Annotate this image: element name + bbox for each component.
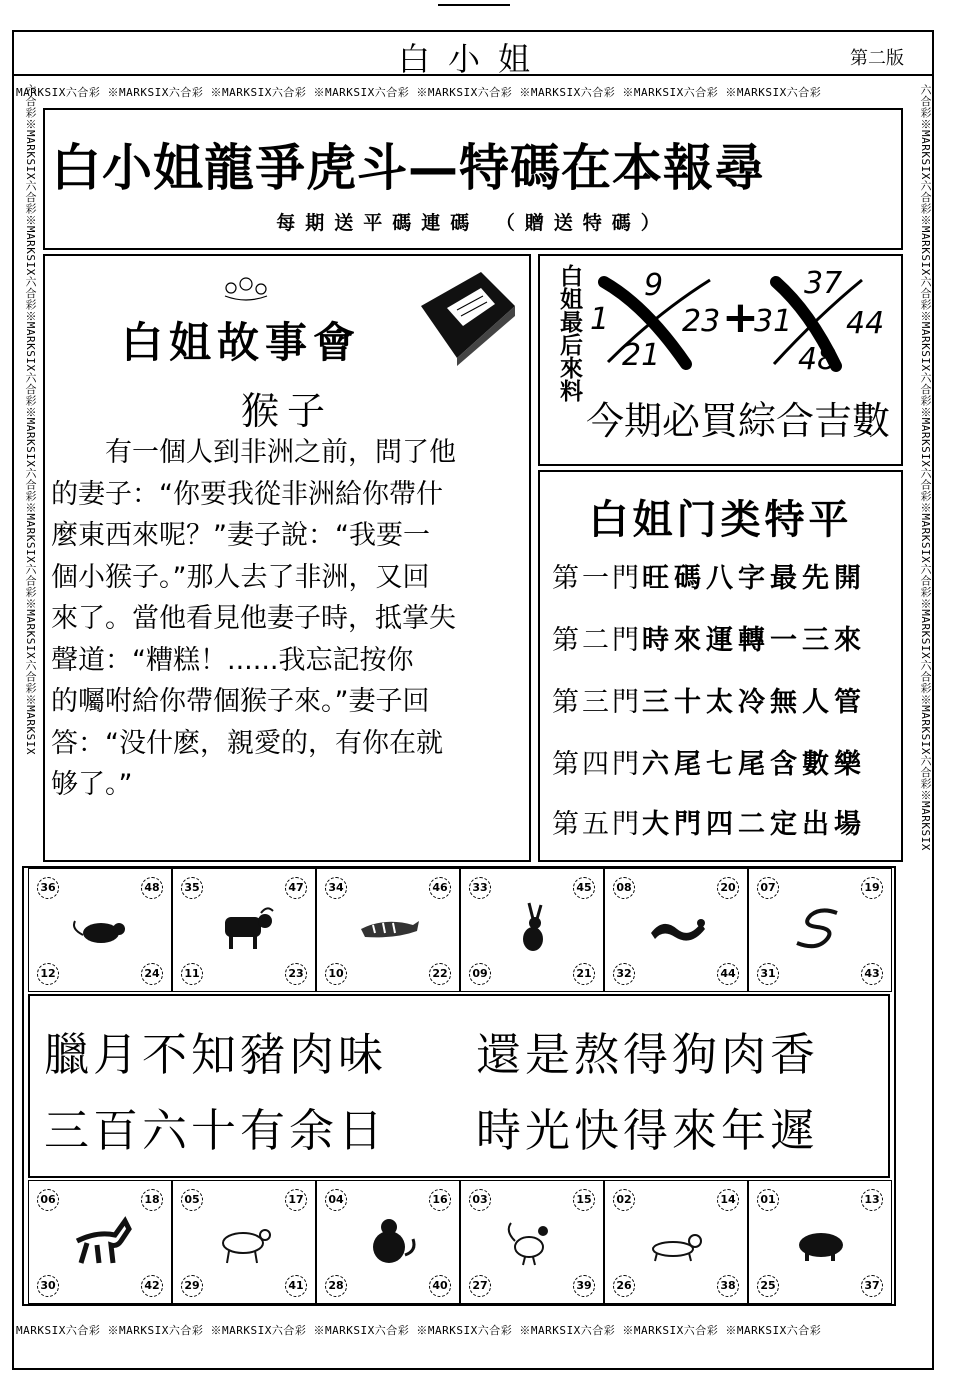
headline-main: 白小姐龍爭虎斗—特碼在本報尋 — [51, 139, 765, 197]
door-label: 第一門 — [552, 563, 642, 594]
story-line: 够了。” — [51, 769, 133, 800]
zodiac-number: 45 — [573, 877, 595, 899]
border-strip-top: MARKSIX六合彩 ※MARKSIX六合彩 ※MARKSIX六合彩 ※MARKSIX六合彩 ※MARKSIX六合彩 ※MARKSIX六合彩 ※MARKSIX六合彩 ※MARKSIX六合彩 — [16, 86, 822, 99]
zodiac-cell — [28, 1180, 172, 1304]
ox-icon — [211, 899, 279, 957]
door-row — [552, 680, 866, 719]
zodiac-number: 37 — [861, 1275, 883, 1297]
story-box — [43, 254, 531, 862]
door-label: 第五門 — [552, 809, 642, 840]
zodiac-number: 39 — [573, 1275, 595, 1297]
zodiac-number: 18 — [141, 1189, 163, 1211]
zodiac-number: 30 — [37, 1275, 59, 1297]
tiger-icon — [355, 899, 423, 957]
story-line: 答：“没什麽，親愛的，有你在就 — [51, 727, 443, 759]
zodiac-number: 04 — [325, 1189, 347, 1211]
zodiac-cell — [460, 868, 604, 992]
latest-num: 23 — [682, 304, 721, 339]
door-row — [552, 802, 866, 841]
zodiac-number: 24 — [141, 963, 163, 985]
poem-box — [28, 994, 890, 1178]
zodiac-cell — [28, 868, 172, 992]
snake-icon — [787, 899, 855, 957]
horse-icon — [67, 1211, 135, 1269]
zodiac-cell — [316, 1180, 460, 1304]
headline-sub: 每期送平碼連碼 （贈送特碼） — [276, 212, 670, 234]
zodiac-number: 44 — [717, 963, 739, 985]
doors-box — [538, 470, 903, 862]
rabbit-icon — [499, 899, 567, 957]
zodiac-number: 23 — [285, 963, 307, 985]
zodiac-number: 27 — [469, 1275, 491, 1297]
story-section-title: 白姐故事會 — [121, 318, 362, 367]
zodiac-number: 07 — [757, 877, 779, 899]
masthead-title: 白小姐 — [397, 40, 548, 78]
zodiac-cell — [604, 868, 748, 992]
zodiac-number: 25 — [757, 1275, 779, 1297]
border-strip-right: 六合彩※MARKSIX六合彩※MARKSIX六合彩※MARKSIX六合彩※MARKSIX六合彩※MARKSIX六合彩※MARKSIX六合彩※MARKSIX六合彩※MARKSIX — [919, 84, 932, 851]
zodiac-number: 42 — [141, 1275, 163, 1297]
headline-box — [43, 108, 903, 250]
latest-slogan: 今期必買綜合吉數 — [586, 399, 891, 443]
edition-label: 第二版 — [850, 48, 904, 69]
story-line: 聲道：“糟糕！......我忘記按你 — [51, 644, 414, 676]
zodiac-number: 35 — [181, 877, 203, 899]
zodiac-cell — [172, 868, 316, 992]
zodiac-number: 14 — [717, 1189, 739, 1211]
rat-icon — [67, 899, 135, 957]
door-row — [552, 618, 866, 657]
doors-title: 白姐门类特平 — [588, 497, 853, 543]
door-text: 三十太冷無人管 — [642, 687, 866, 718]
latest-box — [538, 254, 903, 466]
zodiac-number: 06 — [37, 1189, 59, 1211]
zodiac-number: 22 — [429, 963, 451, 985]
poem-line: 臘月不知豬肉味 — [44, 1028, 388, 1081]
zodiac-number: 47 — [285, 877, 307, 899]
zodiac-number: 13 — [861, 1189, 883, 1211]
zodiac-number: 40 — [429, 1275, 451, 1297]
zodiac-number: 32 — [613, 963, 635, 985]
top-rule — [438, 4, 510, 6]
zodiac-cell — [172, 1180, 316, 1304]
border-strip-bottom: MARKSIX六合彩 ※MARKSIX六合彩 ※MARKSIX六合彩 ※MARKSIX六合彩 ※MARKSIX六合彩 ※MARKSIX六合彩 ※MARKSIX六合彩 ※MARKSIX六合彩 — [16, 1324, 822, 1337]
rooster-icon — [499, 1211, 567, 1269]
zodiac-number: 15 — [573, 1189, 595, 1211]
zodiac-number: 09 — [469, 963, 491, 985]
zodiac-number: 03 — [469, 1189, 491, 1211]
latest-num: 48 — [798, 342, 837, 377]
border-strip-left: 六合彩※MARKSIX六合彩※MARKSIX六合彩※MARKSIX六合彩※MARKSIX六合彩※MARKSIX六合彩※MARKSIX六合彩※MARKSIX — [24, 84, 37, 756]
zodiac-number: 08 — [613, 877, 635, 899]
zodiac-number: 43 — [861, 963, 883, 985]
story-line: 來了。當他看見他妻子時，抵掌失 — [51, 603, 456, 634]
door-text: 時來運轉一三來 — [642, 625, 866, 656]
zodiac-number: 02 — [613, 1189, 635, 1211]
zodiac-number: 01 — [757, 1189, 779, 1211]
zodiac-number: 34 — [325, 877, 347, 899]
door-row — [552, 742, 866, 781]
zodiac-number: 46 — [429, 877, 451, 899]
zodiac-number: 11 — [181, 963, 203, 985]
zodiac-number: 31 — [757, 963, 779, 985]
story-line: 的妻子：“你要我從非洲給你帶什 — [51, 478, 443, 510]
door-label: 第三門 — [552, 687, 642, 718]
door-row — [552, 556, 866, 595]
zodiac-number: 41 — [285, 1275, 307, 1297]
latest-num: 21 — [622, 338, 661, 373]
poem-line: 三百六十有余日 — [44, 1104, 388, 1157]
zodiac-cell — [748, 1180, 892, 1304]
zodiac-number: 17 — [285, 1189, 307, 1211]
latest-num: 1 — [590, 302, 610, 337]
flower-ornament-icon — [221, 274, 271, 302]
zodiac-number: 10 — [325, 963, 347, 985]
book-icon — [411, 266, 521, 366]
latest-plus: + — [722, 292, 759, 343]
story-body — [51, 432, 529, 806]
latest-num: 9 — [644, 268, 664, 303]
zodiac-number: 33 — [469, 877, 491, 899]
story-title: 猴子 — [241, 389, 334, 433]
zodiac-cell — [316, 868, 460, 992]
story-line: 的囑咐給你帶個猴子來。”妻子回 — [51, 686, 430, 717]
latest-num: 44 — [846, 306, 885, 341]
zodiac-cell — [604, 1180, 748, 1304]
door-text: 大門四二定出場 — [642, 809, 866, 840]
story-line: 麼東西來呢？”妻子說：“我要一 — [51, 520, 430, 551]
masthead — [12, 30, 934, 76]
latest-vertical-label: 白姐最后來料 — [556, 264, 582, 402]
zodiac-number: 05 — [181, 1189, 203, 1211]
zodiac-number: 28 — [325, 1275, 347, 1297]
zodiac-number: 38 — [717, 1275, 739, 1297]
door-label: 第四門 — [552, 749, 642, 780]
zodiac-number: 36 — [37, 877, 59, 899]
monkey-icon — [355, 1211, 423, 1269]
zodiac-number: 21 — [573, 963, 595, 985]
door-text: 六尾七尾含數樂 — [642, 749, 866, 780]
story-line: 個小猴子。”那人去了非洲，又回 — [51, 561, 430, 593]
zodiac-cell — [748, 868, 892, 992]
story-line: 有一個人到非洲之前，問了他 — [105, 437, 456, 468]
zodiac-number: 16 — [429, 1189, 451, 1211]
dog-icon — [643, 1211, 711, 1269]
door-text: 旺碼八字最先開 — [642, 563, 866, 594]
zodiac-number: 12 — [37, 963, 59, 985]
latest-num: 31 — [754, 304, 793, 339]
poem-line: 還是熬得狗肉香 — [476, 1028, 820, 1081]
poem-line: 時光快得來年遲 — [476, 1104, 820, 1157]
pig-icon — [787, 1211, 855, 1269]
dragon-icon — [643, 899, 711, 957]
zodiac-cell — [460, 1180, 604, 1304]
goat-icon — [211, 1211, 279, 1269]
zodiac-number: 26 — [613, 1275, 635, 1297]
zodiac-number: 29 — [181, 1275, 203, 1297]
zodiac-number: 48 — [141, 877, 163, 899]
zodiac-number: 19 — [861, 877, 883, 899]
door-label: 第二門 — [552, 625, 642, 656]
latest-num: 37 — [804, 266, 843, 301]
zodiac-number: 20 — [717, 877, 739, 899]
